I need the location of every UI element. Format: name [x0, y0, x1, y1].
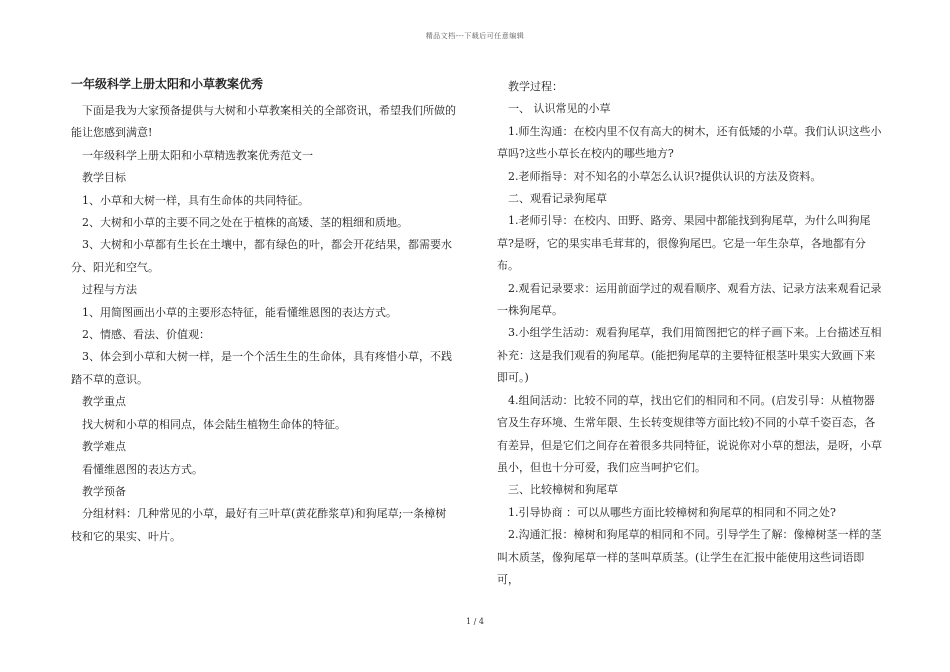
section-heading: 教学过程： — [508, 80, 563, 93]
paragraph: 分组材料：几种常见的小草，最好有三叶草(黄花酢浆草)和狗尾草;一条樟树枝和它的果实、叶片。 — [71, 507, 447, 543]
section-heading: 过程与方法 — [82, 283, 137, 297]
left-column — [71, 76, 456, 548]
section-heading: 教学预备 — [82, 484, 126, 498]
section-heading: 教学目标 — [82, 171, 126, 185]
paragraph: 3、大树和小草都有生长在土壤中，都有绿色的叶，都会开花结果，都需要水分、阳光和空气。 — [71, 238, 452, 274]
document-title: 一年级科学上册太阳和小草教案优秀 — [71, 77, 264, 91]
right-column — [497, 76, 884, 591]
page-header: 精品文档---下载后可任意编辑 — [425, 32, 525, 40]
paragraph: 2.老师指导：对不知名的小草怎么认识?提供认识的方法及资料。 — [508, 169, 822, 183]
paragraph: 下面是我为大家预备提供与大树和小草教案相关的全部资讯，希望我们所做的能让您感到满意! — [71, 104, 456, 140]
paragraph: 3.小组学生活动：观看狗尾草，我们用简图把它的样子画下来。上台描述互相补充：这是我们观看的狗尾草。(能把狗尾草的主要特征根茎叶果实大致画下来即可。) — [497, 326, 882, 385]
paragraph: 1、用简图画出小草的主要形态特征，能看懂维恩图的表达方式。 — [82, 305, 397, 319]
paragraph: 一年级科学上册太阳和小草精选教案优秀范文一 — [82, 148, 313, 162]
paragraph: 2、大树和小草的主要不同之处在于植株的高矮、茎的粗细和质地。 — [82, 216, 408, 230]
paragraph: 3、体会到小草和大树一样，是一个个活生生的生命体，具有疼惜小草，不践踏不草的意识。 — [71, 350, 452, 386]
section-heading: 三、比较樟树和狗尾草 — [508, 483, 618, 497]
paragraph: 2.沟通汇报：樟树和狗尾草的相同和不同。引导学生了解：像樟树茎一样的茎叫木质茎，像狗尾草一样的茎叫草质茎。(让学生在汇报中能使用这些词语即可， — [497, 528, 882, 586]
section-heading: 教学重点 — [82, 395, 126, 409]
paragraph: 找大树和小草的相同点，体会陆生植物生命体的特征。 — [82, 417, 346, 431]
paragraph: 2、情感、看法、价值观： — [82, 328, 210, 342]
section-heading: 教学难点 — [82, 440, 126, 454]
page-number: 1 / 4 — [466, 617, 484, 626]
paragraph: 4.组间活动：比较不同的草，找出它们的相同和不同。(启发引导：从植物器官及生存环境、生常年限、生长转变规律等方面比较)不同的小草千姿百态，各有差异，但是它们之间存在着很多共同特征，说说你对小草的想法，是呀，小草虽小，但也十分可爱，我们应当呵护它们。 — [497, 393, 882, 474]
paragraph: 1.老师引导：在校内、田野、路旁、果园中都能找到狗尾草，为什么叫狗尾草?是呀，它的果实串毛茸茸的，很像狗尾巴。它是一年生杂草，各地都有分布。 — [497, 214, 871, 273]
paragraph: 看懂维恩图的表达方式。 — [82, 462, 203, 476]
section-heading: 二、观看记录狗尾草 — [508, 192, 607, 206]
section-heading: 一、 认识常见的小草 — [508, 102, 611, 116]
paragraph: 1.师生沟通：在校内里不仅有高大的树木，还有低矮的小草。我们认识这些小草吗?这些小草长在校内的哪些地方? — [497, 124, 882, 161]
paragraph: 1.引导协商 ：可以从哪些方面比较樟树和狗尾草的相同和不同之处? — [508, 505, 836, 519]
paragraph: 1、小草和大树一样，具有生命体的共同特征。 — [82, 193, 309, 207]
paragraph: 2.观看记录要求：运用前面学过的观看顺序、观看方法、记录方法来观看记录一株狗尾草。 — [497, 281, 882, 318]
